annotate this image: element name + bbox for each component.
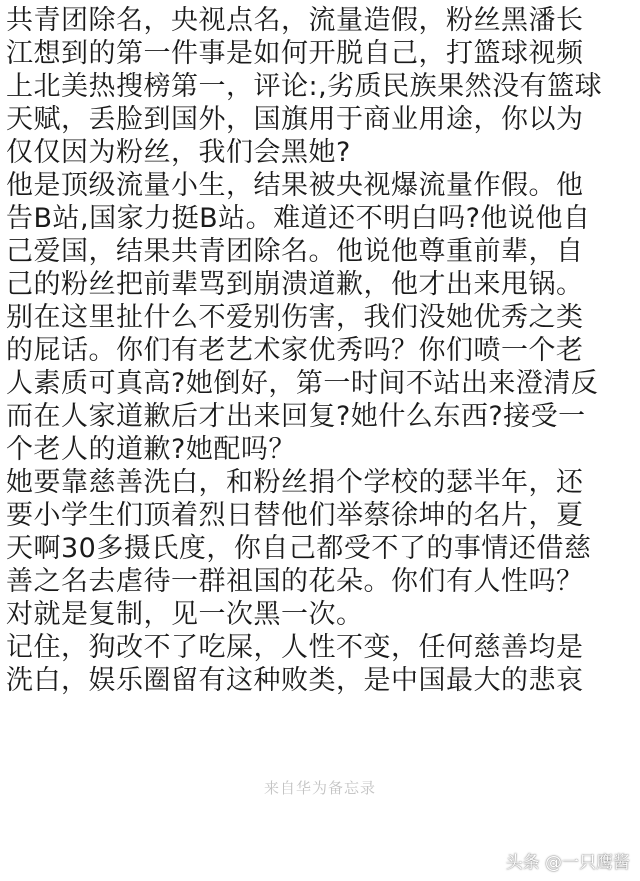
- source-label: 来自华为备忘录: [263, 779, 376, 797]
- watermark: 头条 @一只鹰酱: [505, 853, 630, 873]
- note-line: 告B站,国家力挺B站。难道还不明白吗?他说他自: [6, 203, 591, 234]
- note-line: 天赋，丢脸到国外，国旗用于商业用途，你以为: [6, 104, 584, 135]
- note-line: 江想到的第一件事是如何开脱自己，打篮球视频: [6, 38, 584, 69]
- note-line: 他是顶级流量小生，结果被央视爆流量作假。他: [6, 170, 584, 201]
- note-line: 个老人的道歉?她配吗？: [6, 434, 296, 465]
- note-line: 的屁话。你们有老艺术家优秀吗？你们喷一个老: [6, 335, 584, 366]
- note-line: 别在这里扯什么不爱别伤害，我们没她优秀之类: [6, 302, 584, 333]
- note-line: 她要靠慈善洗白，和粉丝捐个学校的瑟半年，还: [6, 467, 584, 498]
- note-line: 而在人家道歉后才出来回复?她什么东西?接受一: [6, 401, 586, 432]
- note-line: 己的粉丝把前辈骂到崩溃道歉，他才出来甩锅。: [6, 269, 584, 300]
- note-line: 己爱国，结果共青团除名。他说他尊重前辈，自: [6, 236, 584, 267]
- note-line: 共青团除名，央视点名，流量造假，粉丝黑潘长: [6, 5, 584, 36]
- note-line: 洗白，娱乐圈留有这种败类，是中国最大的悲哀: [6, 665, 584, 696]
- note-line: 人素质可真高?她倒好，第一时间不站出来澄清反: [6, 368, 599, 399]
- note-line: 对就是复制，见一次黑一次。: [6, 599, 364, 630]
- note-line: 上北美热搜榜第一，评论:,劣质民族果然没有篮球: [6, 71, 603, 102]
- note-body: [6, 4, 638, 697]
- note-line: 要小学生们顶着烈日替他们举蔡徐坤的名片，夏: [6, 500, 584, 531]
- note-line: 善之名去虐待一群祖国的花朵。你们有人性吗？: [6, 566, 584, 597]
- note-line: 天啊30多摄氏度，你自己都受不了的事情还借慈: [6, 533, 592, 564]
- note-line: 记住，狗改不了吃屎，人性不变，任何慈善均是: [6, 632, 584, 663]
- note-line: 仅仅因为粉丝，我们会黑她?: [6, 137, 351, 168]
